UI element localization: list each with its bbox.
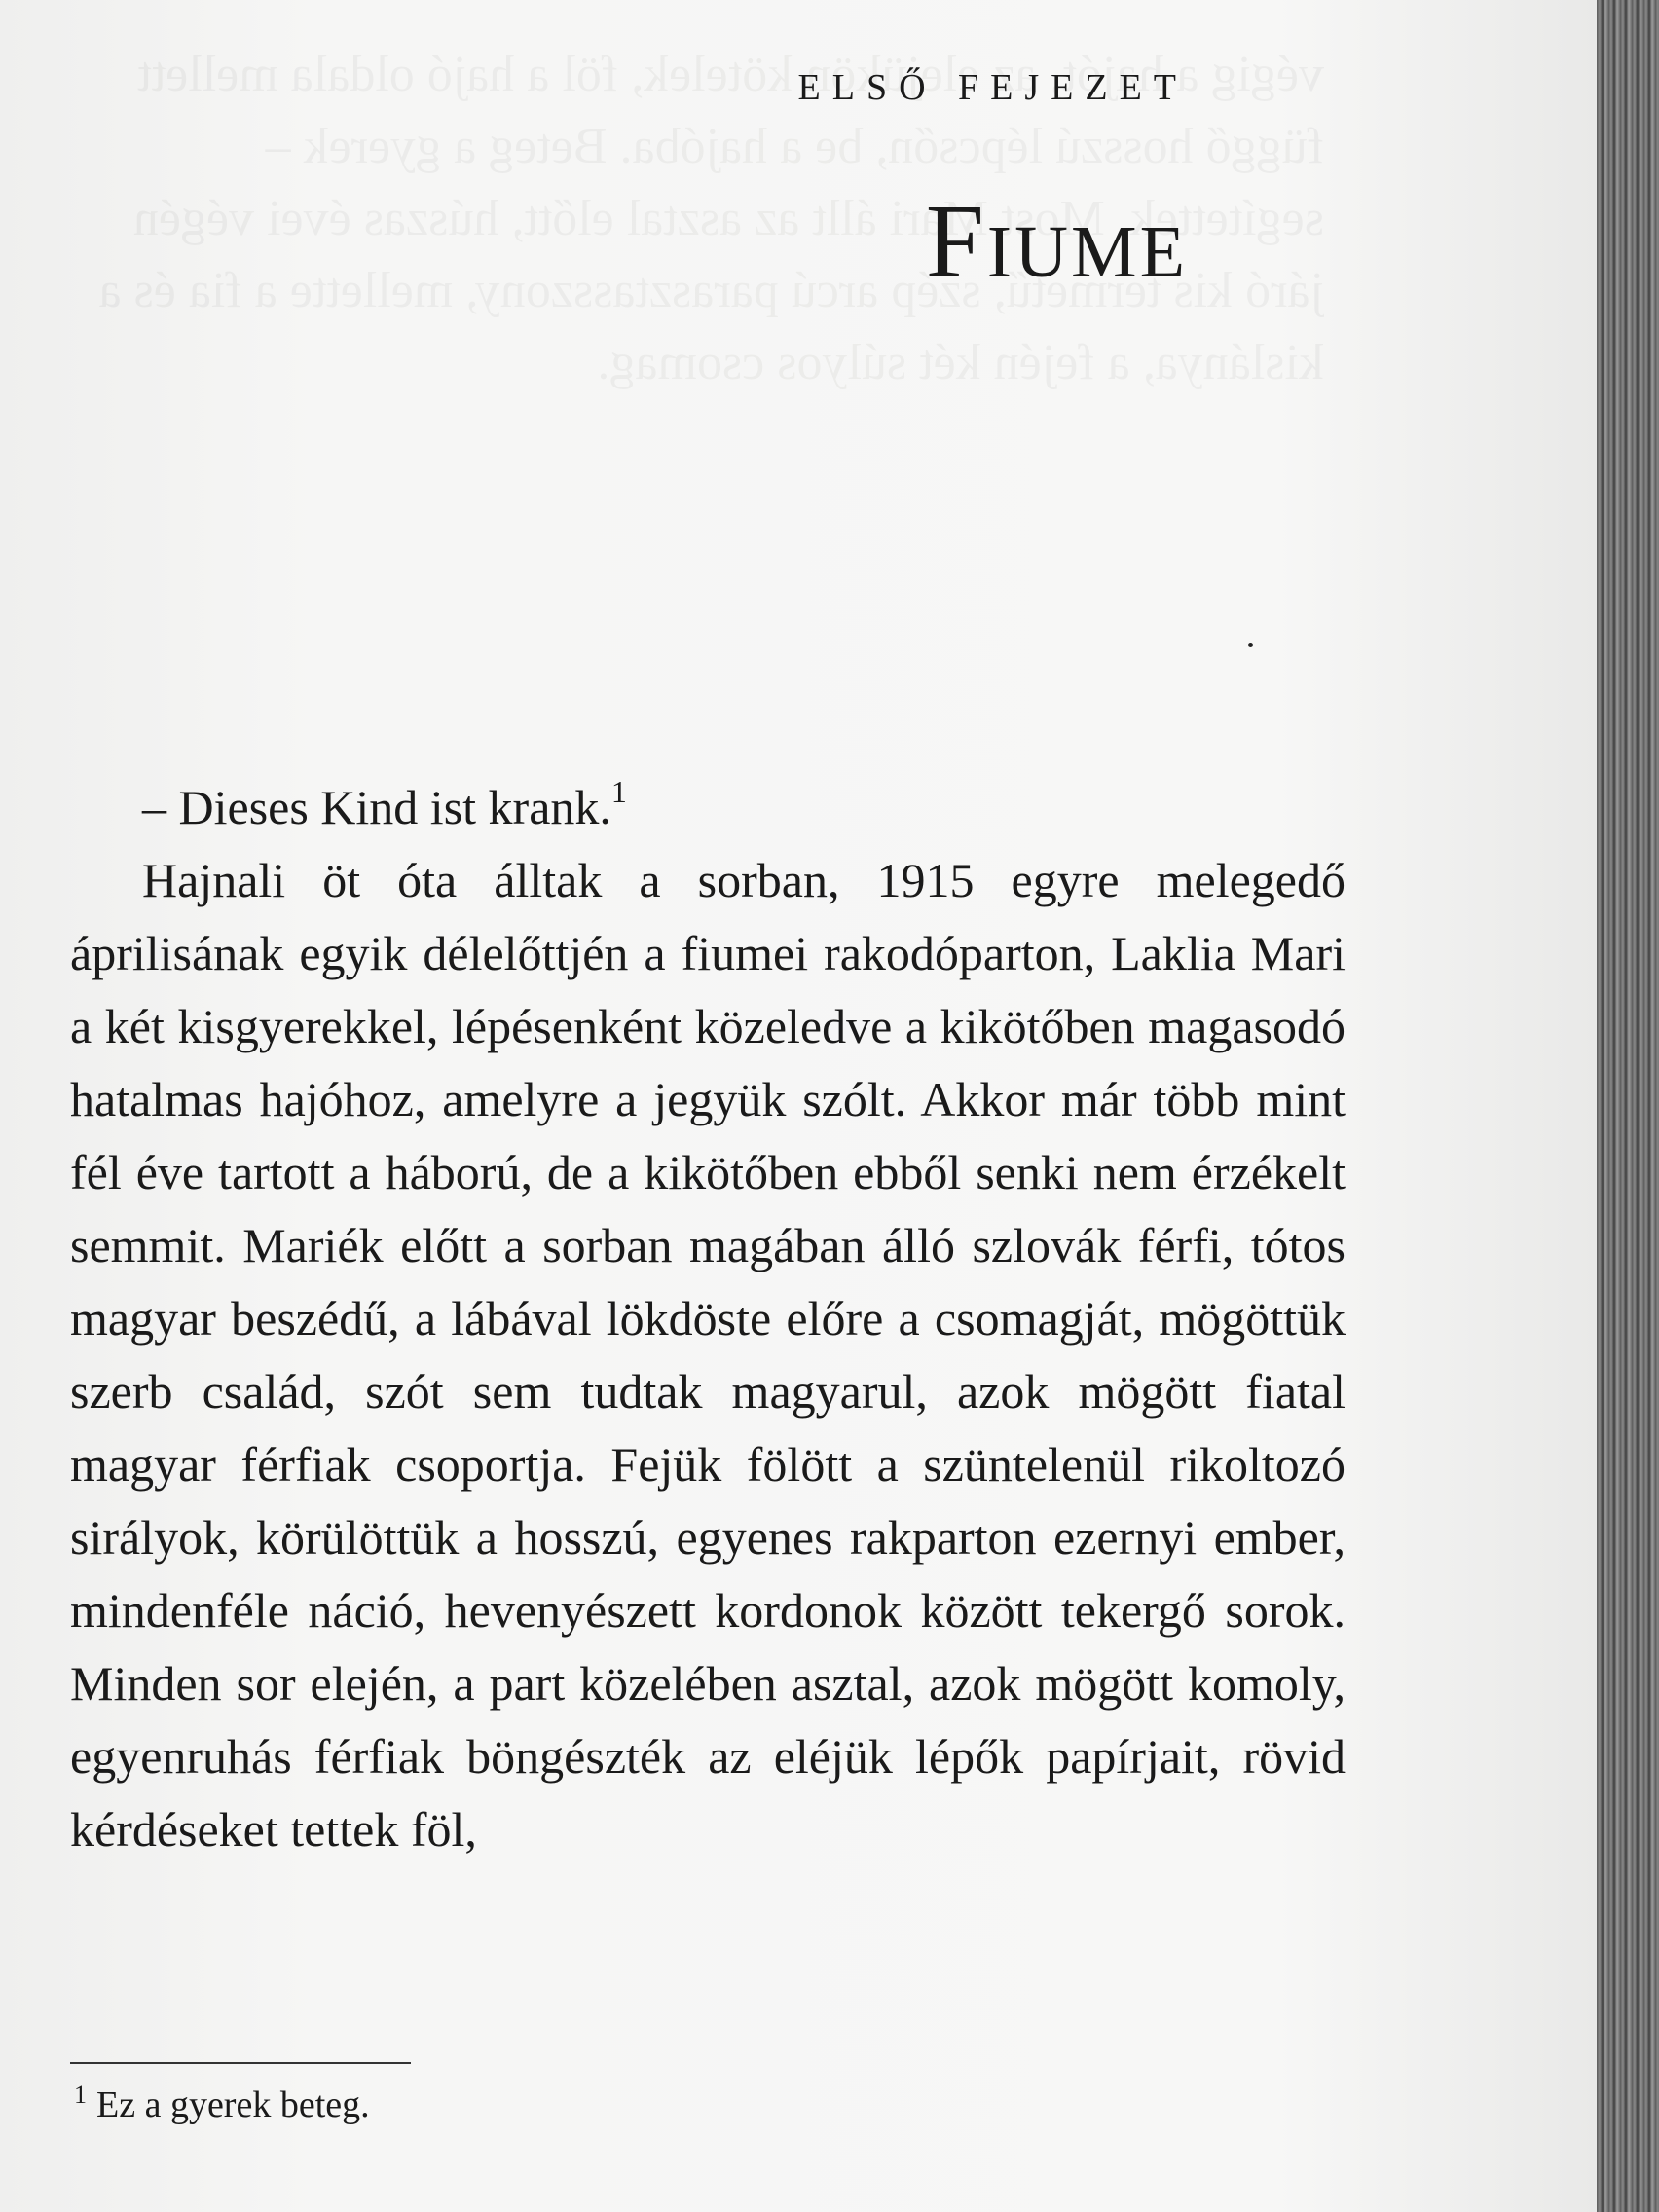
dialog-line <box>70 771 1346 844</box>
chapter-label: ELSŐ FEJEZET <box>797 67 1188 108</box>
footnote-ref[interactable]: 1 <box>610 774 627 809</box>
chapter-title: Fiume <box>925 184 1188 300</box>
page-edge <box>1597 0 1659 2212</box>
chapter-body <box>70 771 1346 1866</box>
body-paragraph: Hajnali öt óta álltak a sorban, 1915 egyre melegedő áprilisának egyik délelőttjén a fiumei rakodóparton, Laklia Mari a két kisgyerekkel, lépésenként közeledve a kikötőben magasodó hatalmas hajóhoz, amelyre a jegyük szólt. Akkor már több mint fél éve tartott a háború, de a kikötőben ebből senki nem érzékelt semmit. Mariék előtt a sorban magában álló szlovák férfi, tótos magyar beszédű, a lábával lökdöste előre a csomagját, mögöttük szerb család, szót sem tudtak magyarul, azok mögött fiatal magyar férfiak csoportja. Fejük fölött a szüntelenül rikoltozó sirályok, körülöttük a hosszú, egyenes rakparton ezernyi ember, mindenféle náció, hevenyészett kordonok között tekergő sorok. Minden sor elején, a part közelében asztal, azok mögött komoly, egyenruhás férfiak böngészték az eléjük lépők papírjait, rövid kérdéseket tettek föl, <box>70 853 1346 1857</box>
dialog-text: – Dieses Kind ist krank. <box>142 780 611 834</box>
ink-speck <box>1248 643 1253 647</box>
footnote-number: 1 <box>74 2081 87 2109</box>
footnote-text: Ez a gyerek beteg. <box>96 2084 370 2125</box>
footnote <box>74 2083 370 2126</box>
footnote-divider <box>70 2062 411 2064</box>
